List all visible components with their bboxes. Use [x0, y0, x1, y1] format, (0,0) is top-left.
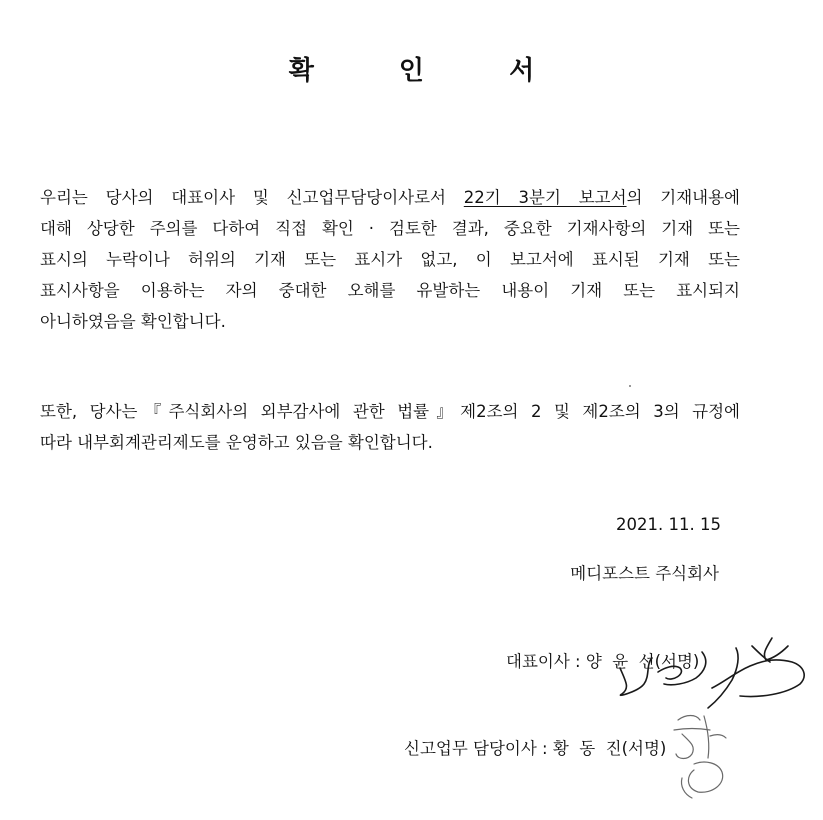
paragraph-line: 아니하였음을 확인합니다.	[40, 312, 226, 331]
paragraph-line: 표시사항을 이용하는 자의 중대한 오해를 유발하는 내용이 기재 또는 표시되지	[40, 281, 740, 300]
report-name-underlined: 22기 3분기 보고서	[463, 188, 627, 207]
officer-label: 신고업무 담당이사 :	[404, 739, 553, 758]
officer-sign-mark: (서명)	[621, 739, 667, 758]
representative-sign-mark: (서명)	[654, 652, 700, 671]
paragraph-line: 표시의 누락이나 허위의 기재 또는 표시가 없고, 이 보고서에 표시된 기재 또는	[40, 250, 740, 269]
internal-control-paragraph	[40, 396, 740, 458]
paragraph-text: 의 기재내용에	[626, 188, 740, 207]
document-date: 2021. 11. 15	[616, 515, 721, 534]
representative-signature-line	[506, 648, 699, 672]
officer-signature-line	[404, 735, 666, 759]
representative-label: 대표이사 :	[506, 652, 586, 671]
paragraph-line: 따라 내부회계관리제도를 운영하고 있음을 확인합니다.	[40, 433, 433, 452]
paragraph-line: 대해 상당한 주의를 다하여 직접 확인 · 검토한 결과, 중요한 기재사항의 기재 또는	[40, 219, 740, 238]
company-name: 메디포스트 주식회사	[570, 564, 719, 583]
confirmation-paragraph	[40, 182, 740, 337]
paragraph-text: 우리는 당사의 대표이사 및 신고업무담당이사로서	[40, 188, 464, 207]
officer-name: 황 동 진	[552, 739, 622, 758]
paragraph-line	[40, 182, 740, 213]
representative-name: 양 윤 선	[585, 652, 655, 671]
document-title: 확 인 서	[288, 56, 573, 86]
paragraph-line: 또한, 당사는『주식회사의 외부감사에 관한 법률』제2조의 2 및 제2조의 3의 규정에	[40, 402, 740, 421]
scan-speck	[629, 385, 631, 387]
officer-handwritten-signature	[664, 700, 740, 810]
